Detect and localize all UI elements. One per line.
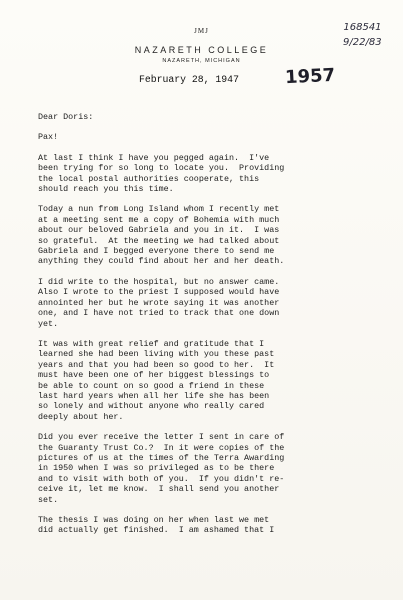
- paragraph-list: [38, 153, 378, 536]
- text-line: so lonely and without anyone who really cared: [38, 401, 265, 412]
- text-line: Today a nun from Long Island whom I recently met: [38, 204, 280, 215]
- text-line: been trying for so long to locate you. Providing: [38, 163, 285, 174]
- text-line: about our beloved Gabriela and you in it. I was: [38, 225, 280, 236]
- text-line: Also I wrote to the priest I supposed would have: [38, 287, 280, 298]
- text-line: Did you ever receive the letter I sent in care of: [38, 432, 285, 443]
- archive-numbers: [343, 20, 382, 50]
- handwritten-year: 1957: [284, 64, 336, 89]
- body-paragraph: [38, 277, 378, 329]
- text-line: The thesis I was doing on her when last we met: [38, 515, 270, 525]
- text-line: deeply about her.: [38, 411, 124, 422]
- body-paragraph: [38, 204, 378, 266]
- letterhead-city: NAZARETH, MICHIGAN: [162, 58, 241, 64]
- body-paragraph: [38, 153, 378, 195]
- text-line: anything they could find about her and her death.: [38, 256, 285, 267]
- text-line: the Guaranty Trust Co.? In it were copies of the: [38, 442, 285, 453]
- text-line: the local postal authorities cooperate, this: [38, 173, 260, 184]
- letter-body: [38, 112, 378, 546]
- letterhead-college: NAZARETH COLLEGE: [134, 45, 269, 55]
- text-line: last hard years when all her life she has been: [38, 390, 270, 401]
- text-line: years and that you had been so good to her. It: [38, 359, 275, 370]
- text-line: one, and I have not tried to track that one down: [38, 308, 280, 319]
- text-line: I did write to the hospital, but no answer came.: [38, 276, 280, 287]
- text-line: be able to count on so good a friend in these: [38, 380, 265, 391]
- archive-number-1: 168541: [343, 22, 382, 33]
- letterhead-monogram: JMJ: [194, 27, 209, 35]
- body-paragraph: [38, 339, 378, 422]
- text-line: at a meeting sent me a copy of Bohemia with much: [38, 214, 280, 225]
- salutation: Dear Doris:: [38, 112, 94, 122]
- text-line: annointed her but he wrote saying it was another: [38, 297, 280, 308]
- text-line: in 1950 when I was so privileged as to be there: [38, 463, 275, 474]
- text-line: pictures of us at the times of the Terra Awarding: [38, 452, 285, 463]
- pax-greeting: Pax!: [38, 132, 59, 143]
- text-line: so grateful. At the meeting we had talked about: [38, 235, 280, 246]
- text-line: should reach you this time.: [38, 184, 174, 195]
- body-paragraph: [38, 515, 378, 536]
- body-paragraph: [38, 432, 378, 505]
- text-line: yet.: [38, 318, 59, 329]
- text-line: ceive it, let me know. I shall send you another: [38, 484, 280, 495]
- text-line: and to visit with both of you. If you didn't re-: [38, 473, 285, 484]
- text-line: set.: [38, 494, 59, 505]
- text-line: did actually get finished. I am ashamed that I: [38, 525, 275, 536]
- archive-number-2: 9/22/83: [343, 37, 382, 48]
- text-line: It was with great relief and gratitude that I: [38, 338, 265, 349]
- text-line: At last I think I have you pegged again. I've: [38, 152, 270, 163]
- text-line: Gabriela and I begged everyone there to send me: [38, 246, 275, 257]
- text-line: learned she had been living with you these past: [38, 349, 275, 360]
- text-line: must have been one of her biggest blessings to: [38, 370, 270, 381]
- letter-date: February 28, 1947: [139, 74, 239, 85]
